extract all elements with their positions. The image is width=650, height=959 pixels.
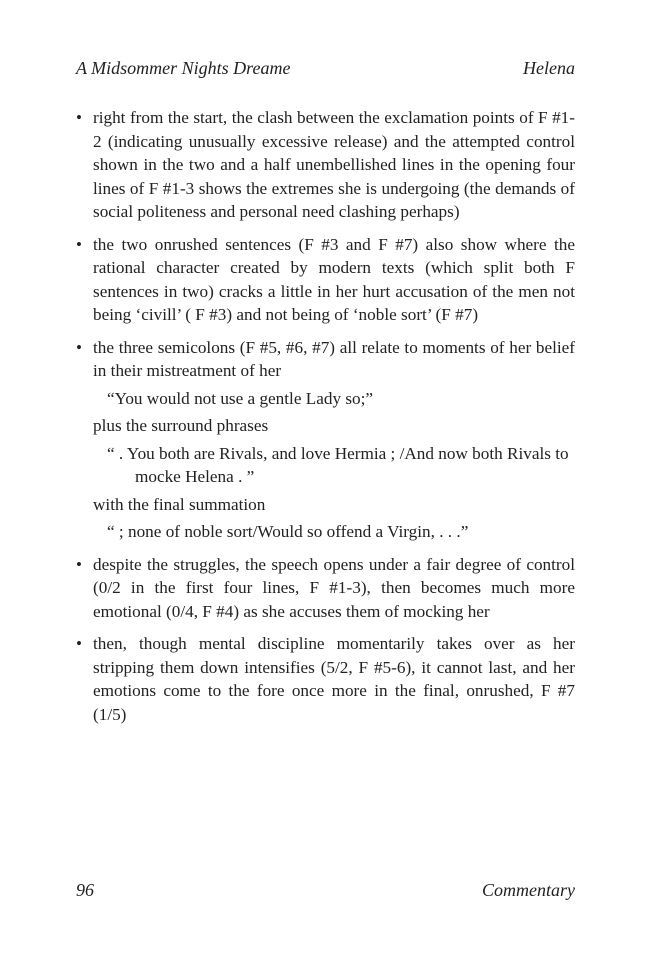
connector-text: plus the surround phrases <box>93 416 269 435</box>
section-name: Commentary <box>482 880 575 900</box>
list-item <box>76 553 575 624</box>
page-number: 96 <box>76 880 94 900</box>
connector-text: with the final summation <box>93 494 266 514</box>
bullet-icon: • <box>76 108 82 127</box>
bullet-text: the two onrushed sentences (F #3 and F #7) also show where the rational character created by modern texts (which split both F sentences in two) cracks a little in her hurt accusation of the men not being ‘civill’ ( F #3) and not being of ‘noble sort’ (F #7) <box>93 234 575 324</box>
block-quote: “You would not use a gentle Lady so;” <box>107 388 374 408</box>
bullet-text: the three semicolons (F #5, #6, #7) all relate to moments of her belief in their mistreatment of her <box>93 337 575 380</box>
running-head <box>76 58 575 84</box>
page-footer <box>76 880 575 906</box>
block-quote: “ . You both are Rivals, and love Hermia ; /And now both Rivals to mocke Helena . ” <box>107 443 569 486</box>
block-quote: “ ; none of noble sort/Would so offend a Virgin, . . .” <box>107 522 469 541</box>
list-item <box>76 106 575 224</box>
list-item <box>76 632 575 726</box>
bullet-icon: • <box>76 634 82 653</box>
bullet-icon: • <box>76 554 82 574</box>
list-item <box>76 233 575 327</box>
character-name: Helena <box>523 58 575 78</box>
list-item <box>76 336 575 544</box>
commentary-list <box>76 106 575 735</box>
bullet-text: then, though mental discipline momentarily takes over as her stripping them down intensifies (5/2, F #5-6), it cannot last, and her emotions come to the fore once more in the final, onrushed, F #7 (1/5) <box>93 634 575 724</box>
bullet-text: right from the start, the clash between the exclamation points of F #1-2 (indicating unusually excessive release) and the attempted control shown in the two and a half unembellished lines in the opening four lines of F #1-3 shows the extremes she is undergoing (the demands of social politeness and personal need clashing perhaps) <box>93 108 575 221</box>
bullet-text: despite the struggles, the speech opens under a fair degree of control (0/2 in the first four lines, F #1-3), then becomes much more emotional (0/4, F #4) as she accuses them of mocking her <box>93 554 575 621</box>
book-title: A Midsommer Nights Dreame <box>76 58 291 78</box>
bullet-icon: • <box>76 337 82 357</box>
bullet-icon: • <box>76 234 82 254</box>
